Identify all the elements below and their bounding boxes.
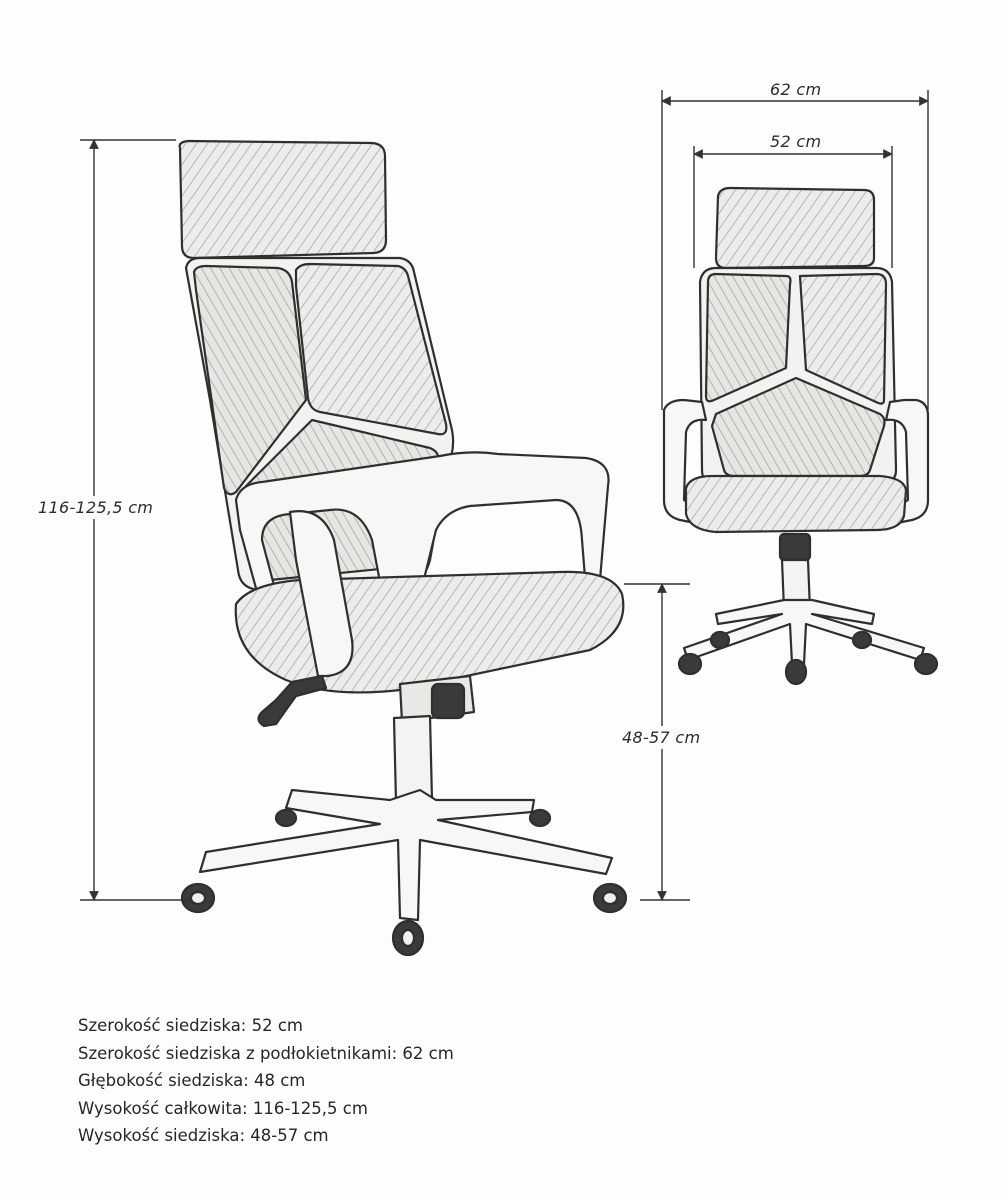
front-mechanism xyxy=(780,534,810,560)
spec-item: Szerokość siedziska z podłokietnikami: 62 cm xyxy=(78,1043,454,1063)
front-caster-5 xyxy=(915,654,937,674)
side-back-panel-right xyxy=(296,264,446,434)
front-caster-4 xyxy=(853,632,871,648)
side-gas-lift xyxy=(394,716,432,802)
label-total-height: 116-125,5 cm xyxy=(38,498,154,517)
front-caster-2 xyxy=(711,632,729,648)
front-seat xyxy=(686,476,906,532)
side-view-chair xyxy=(180,141,626,955)
side-base xyxy=(200,790,612,920)
spec-item: Wysokość całkowita: 116-125,5 cm xyxy=(78,1098,368,1118)
side-caster-5 xyxy=(530,810,550,826)
side-seat xyxy=(236,572,624,693)
front-caster-1 xyxy=(679,654,701,674)
front-headrest xyxy=(716,188,874,268)
spec-item: Wysokość siedziska: 48-57 cm xyxy=(78,1126,329,1145)
front-caster-3 xyxy=(786,660,806,684)
spec-item: Szerokość siedziska: 52 cm xyxy=(78,1016,303,1035)
front-view-chair xyxy=(664,188,937,684)
label-seat-height: 48-57 cm xyxy=(622,728,701,747)
spec-item: Głębokość siedziska: 48 cm xyxy=(78,1071,306,1090)
label-seat-width: 52 cm xyxy=(770,132,822,151)
side-height-knob xyxy=(432,684,464,718)
spec-list xyxy=(78,1012,454,1150)
side-tilt-lever xyxy=(258,676,326,726)
side-caster-4 xyxy=(276,810,296,826)
label-total-width: 62 cm xyxy=(770,80,822,99)
side-headrest xyxy=(180,141,386,258)
